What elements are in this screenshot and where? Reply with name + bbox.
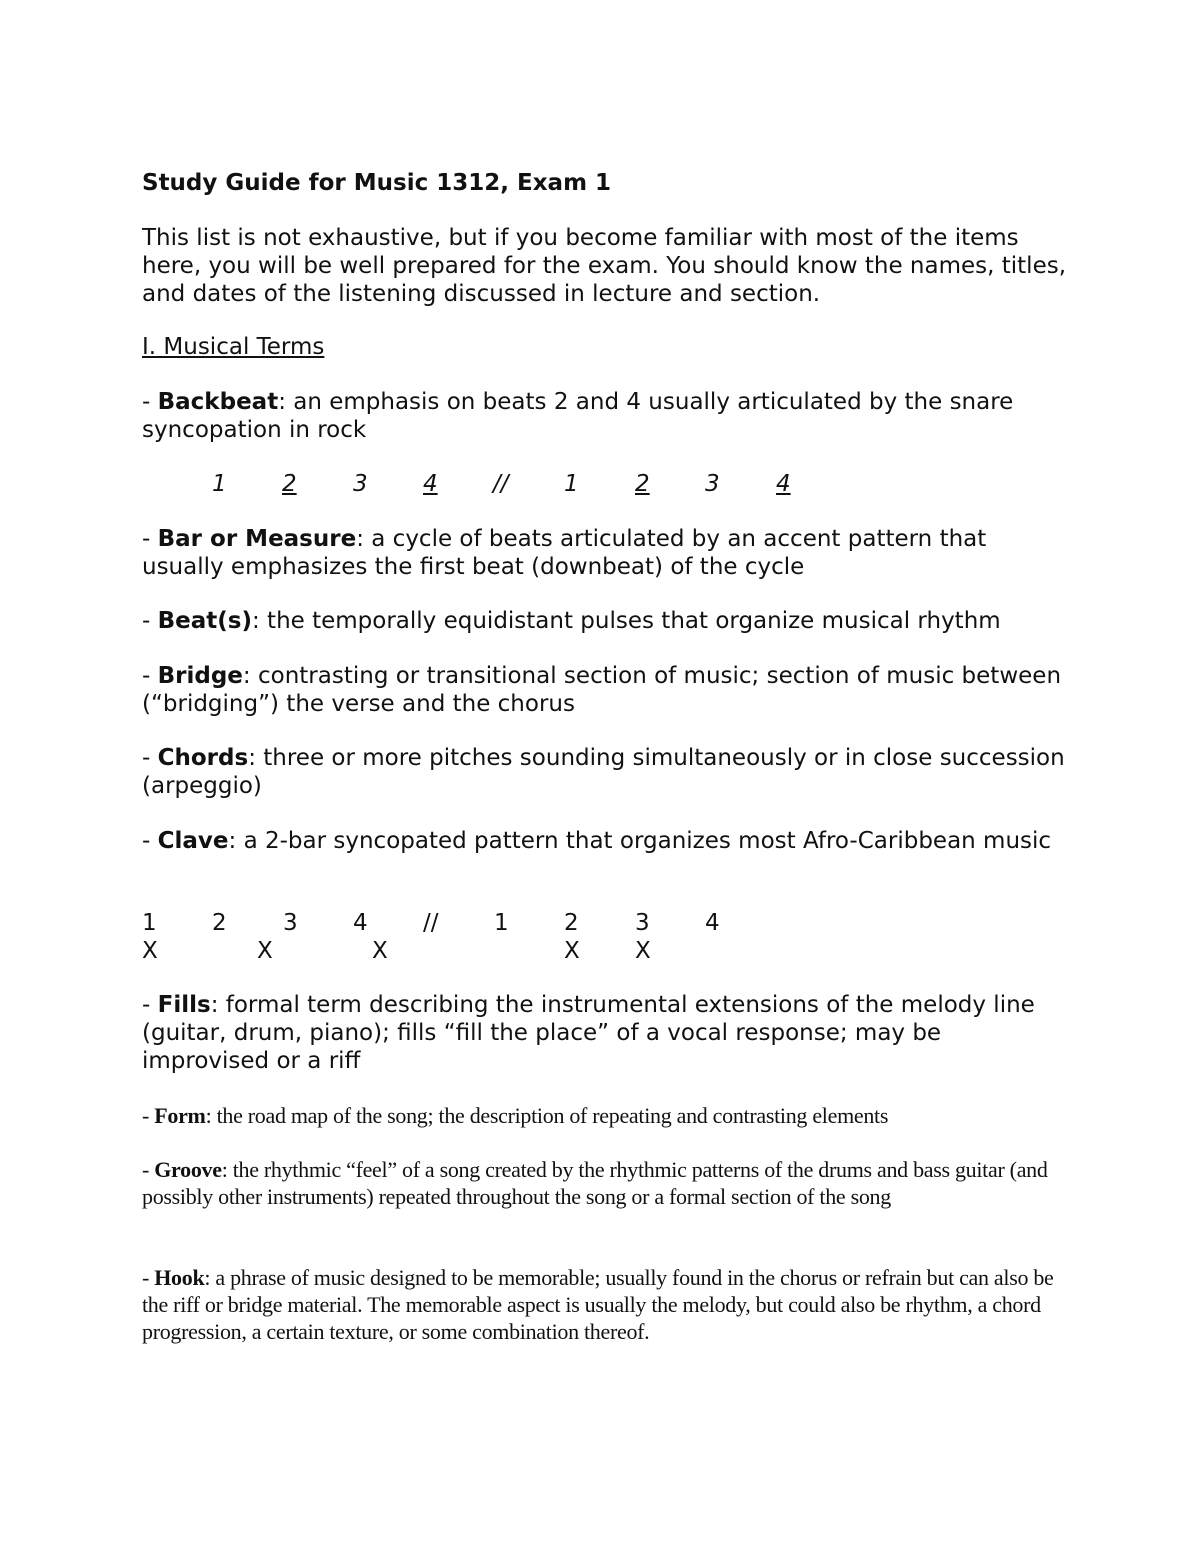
term-name: Fills — [157, 992, 211, 1018]
beat-count: 3 — [705, 471, 720, 497]
term-name: Form — [154, 1103, 206, 1128]
term-dash: - — [142, 1103, 155, 1128]
term-dash: - — [142, 1157, 155, 1182]
clave-beats — [0, 909, 1200, 939]
term-definition: : a 2-bar syncopated pattern that organizes most Afro-Caribbean music — [228, 828, 1052, 854]
term-name: Beat(s) — [157, 608, 252, 634]
term-dash: - — [142, 1265, 155, 1290]
beat-count-accented: 4 — [423, 471, 438, 497]
term-form — [142, 1102, 1072, 1129]
beat-count: 1 — [564, 471, 579, 497]
term-definition: : contrasting or transitional section of music; section of music between (“bridging”) the verse and the chorus — [142, 663, 1062, 717]
term-name: Bar or Measure — [157, 526, 357, 552]
backbeat-pattern — [0, 470, 1200, 500]
clave-hit: X — [564, 938, 580, 964]
term-definition: : three or more pitches sounding simultaneously or in close succession (arpeggio) — [142, 745, 1065, 799]
clave-hit: X — [635, 938, 651, 964]
term-name: Hook — [154, 1265, 205, 1290]
beat-count: 2 — [212, 910, 227, 936]
beat-count: 4 — [705, 910, 720, 936]
term-dash: - — [142, 526, 158, 552]
term-backbeat — [142, 388, 1072, 444]
term-definition: : formal term describing the instrumental extensions of the melody line (guitar, drum, piano); fills “fill the place” of a vocal response; may be improvised or a riff — [142, 992, 1035, 1074]
bar-separator: // — [493, 471, 509, 497]
beat-count: 1 — [212, 471, 227, 497]
term-name: Backbeat — [157, 389, 279, 415]
term-definition: : the rhythmic “feel” of a song created by the rhythmic patterns of the drums and bass guitar (and possibly other instruments) repeated throughout the song or a formal section of the song — [142, 1157, 1048, 1209]
term-dash: - — [142, 828, 158, 854]
intro-paragraph: This list is not exhaustive, but if you become familiar with most of the items here, you will be well prepared for the exam. You should know the names, titles, and dates of the listening discussed in lecture and section. — [142, 225, 1067, 307]
beat-count: 2 — [564, 910, 579, 936]
term-name: Bridge — [157, 663, 243, 689]
beat-count-accented: 2 — [282, 471, 297, 497]
term-hook — [142, 1264, 1072, 1345]
beat-count: 1 — [142, 910, 157, 936]
beat-count-accented: 2 — [635, 471, 650, 497]
term-bridge — [142, 662, 1072, 718]
document-title: Study Guide for Music 1312, Exam 1 — [142, 170, 612, 196]
clave-hit: X — [257, 938, 273, 964]
beat-count-accented: 4 — [776, 471, 791, 497]
beat-count: 3 — [283, 910, 298, 936]
term-groove — [142, 1156, 1072, 1210]
term-chords — [142, 744, 1072, 800]
term-definition: : a phrase of music designed to be memorable; usually found in the chorus or refrain but can also be the riff or bridge material. The memorable aspect is usually the melody, but could also be rhythm, a chord progression, a certain texture, or some combination thereof. — [142, 1265, 1054, 1344]
term-bar-or-measure — [142, 525, 1072, 581]
clave-marks — [0, 937, 1200, 967]
term-name: Groove — [154, 1157, 222, 1182]
term-name: Clave — [157, 828, 229, 854]
bar-separator: // — [423, 910, 439, 936]
term-dash: - — [142, 663, 158, 689]
clave-hit: X — [142, 938, 158, 964]
beat-count: 4 — [353, 910, 368, 936]
term-clave — [142, 827, 1072, 855]
term-dash: - — [142, 389, 158, 415]
term-fills — [142, 991, 1072, 1075]
term-beats — [142, 607, 1072, 635]
term-definition: : a cycle of beats articulated by an accent pattern that usually emphasizes the first beat (downbeat) of the cycle — [142, 526, 987, 580]
beat-count: 3 — [353, 471, 368, 497]
beat-count: 3 — [635, 910, 650, 936]
term-definition: : an emphasis on beats 2 and 4 usually articulated by the snare syncopation in rock — [142, 389, 1014, 443]
clave-hit: X — [372, 938, 388, 964]
term-dash: - — [142, 745, 158, 771]
beat-count: 1 — [494, 910, 509, 936]
term-dash: - — [142, 608, 158, 634]
term-dash: - — [142, 992, 158, 1018]
term-name: Chords — [157, 745, 249, 771]
term-definition: : the temporally equidistant pulses that organize musical rhythm — [251, 608, 1001, 634]
term-definition: : the road map of the song; the description of repeating and contrasting elements — [205, 1103, 889, 1128]
section-heading: I. Musical Terms — [142, 334, 325, 360]
